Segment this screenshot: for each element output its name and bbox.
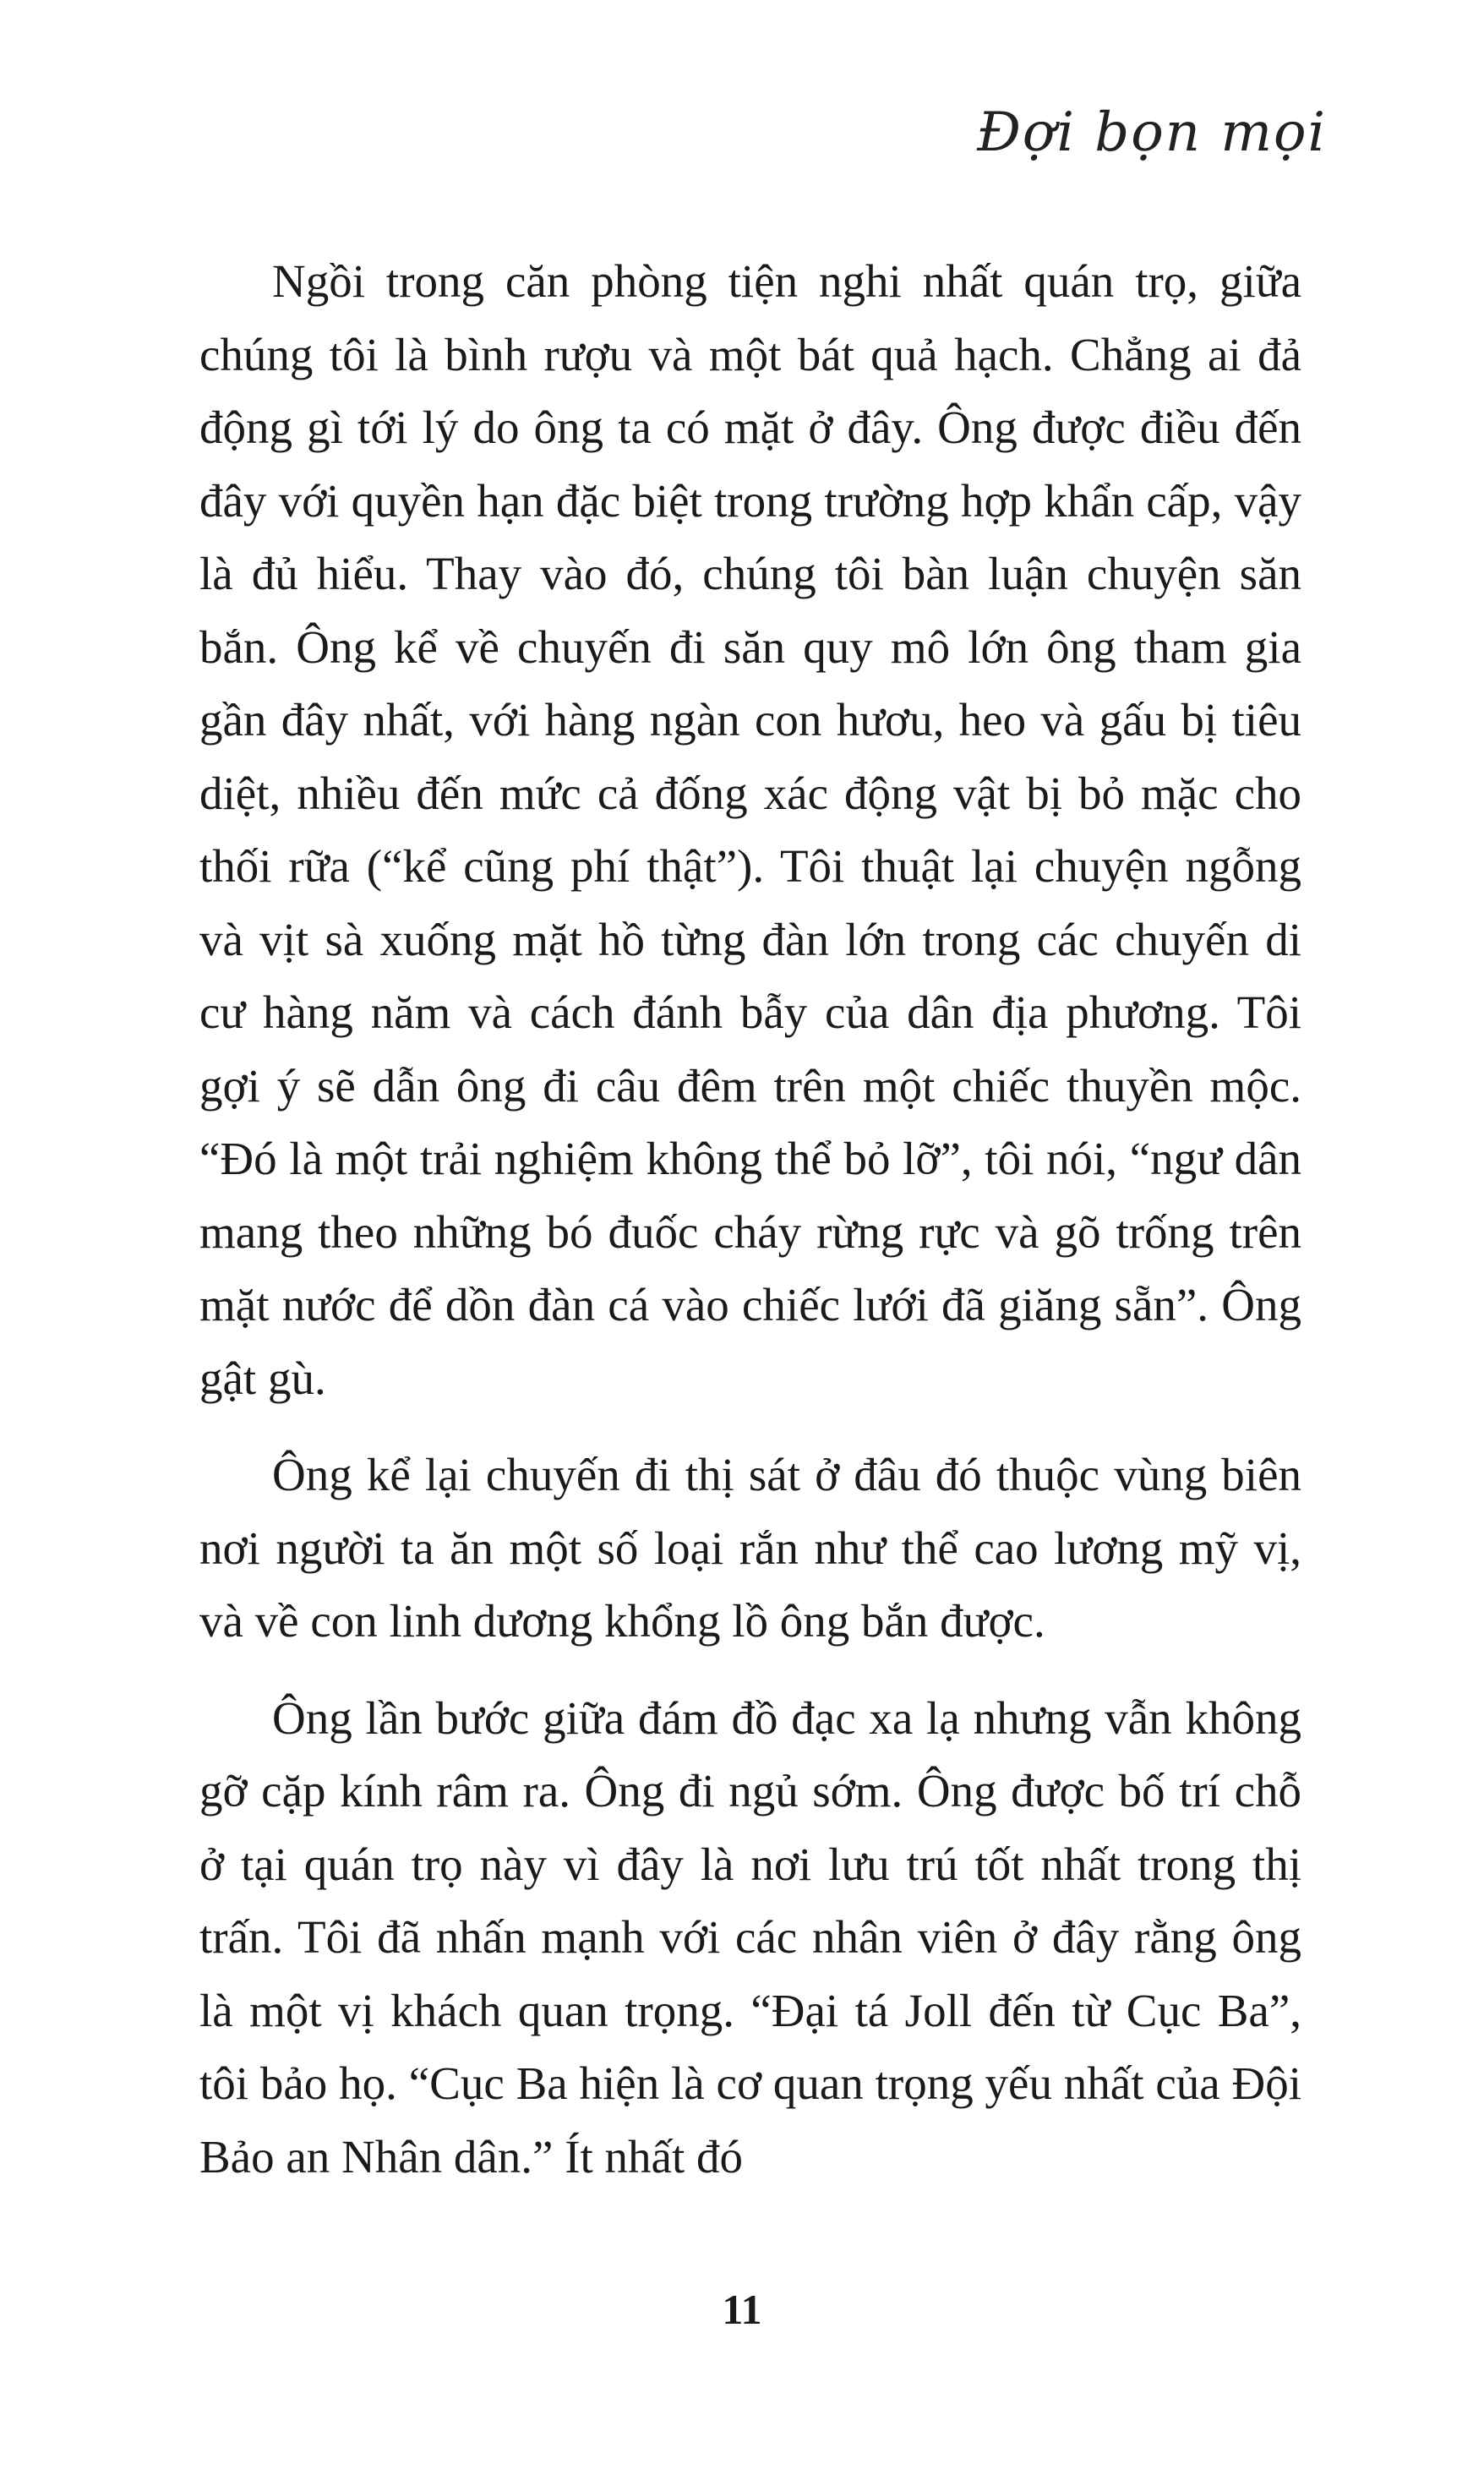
paragraph-1: Ngồi trong căn phòng tiện nghi nhất quán trọ, giữa chúng tôi là bình rượu và một bát quả hạch. Chẳng ai đả động gì tới lý do ông ta có mặt ở đây. Ông được điều đến đây với quyền hạn đặc biệt trong trường hợp khẩn cấp, vậy là đủ hiểu. Thay vào đó, chúng tôi bàn luận chuyện săn bắn. Ông kể về chuyến đi săn quy mô lớn ông tham gia gần đây nhất, với hàng ngàn con hươu, heo và gấu bị tiêu diệt, nhiều đến mức cả đống xác động vật bị bỏ mặc cho thối rữa (“kể cũng phí thật”). Tôi thuật lại chuyện ngỗng và vịt sà xuống mặt hồ từng đàn lớn trong các chuyến di cư hàng năm và cách đánh bẫy của dân địa phương. Tôi gợi ý sẽ dẫn ông đi câu đêm trên một chiếc thuyền mộc. “Đó là một trải nghiệm không thể bỏ lỡ”, tôi nói, “ngư dân mang theo những bó đuốc cháy rừng rực và gõ trống trên mặt nước để dồn đàn cá vào chiếc lưới đã giăng sẵn”. Ông gật gù. xyxy=(199,255,1301,1404)
running-head: Đợi bọn mọi xyxy=(977,101,1327,164)
page-number: 11 xyxy=(722,2286,762,2333)
body-text xyxy=(199,245,1301,2194)
paragraph-3: Ông lần bước giữa đám đồ đạc xa lạ nhưng vẫn không gỡ cặp kính râm ra. Ông đi ngủ sớm. Ông được bố trí chỗ ở tại quán trọ này vì đây là nơi lưu trú tốt nhất trong thị trấn. Tôi đã nhấn mạnh với các nhân viên ở đây rằng ông là một vị khách quan trọng. “Đại tá Joll đến từ Cục Ba”, tôi bảo họ. “Cục Ba hiện là cơ quan trọng yếu nhất của Đội Bảo an Nhân dân.” Ít nhất đó xyxy=(199,1691,1301,2183)
paragraph-2: Ông kể lại chuyến đi thị sát ở đâu đó thuộc vùng biên nơi người ta ăn một số loại rắn như thể cao lương mỹ vị, và về con linh dương khổng lồ ông bắn được. xyxy=(199,1449,1301,1647)
